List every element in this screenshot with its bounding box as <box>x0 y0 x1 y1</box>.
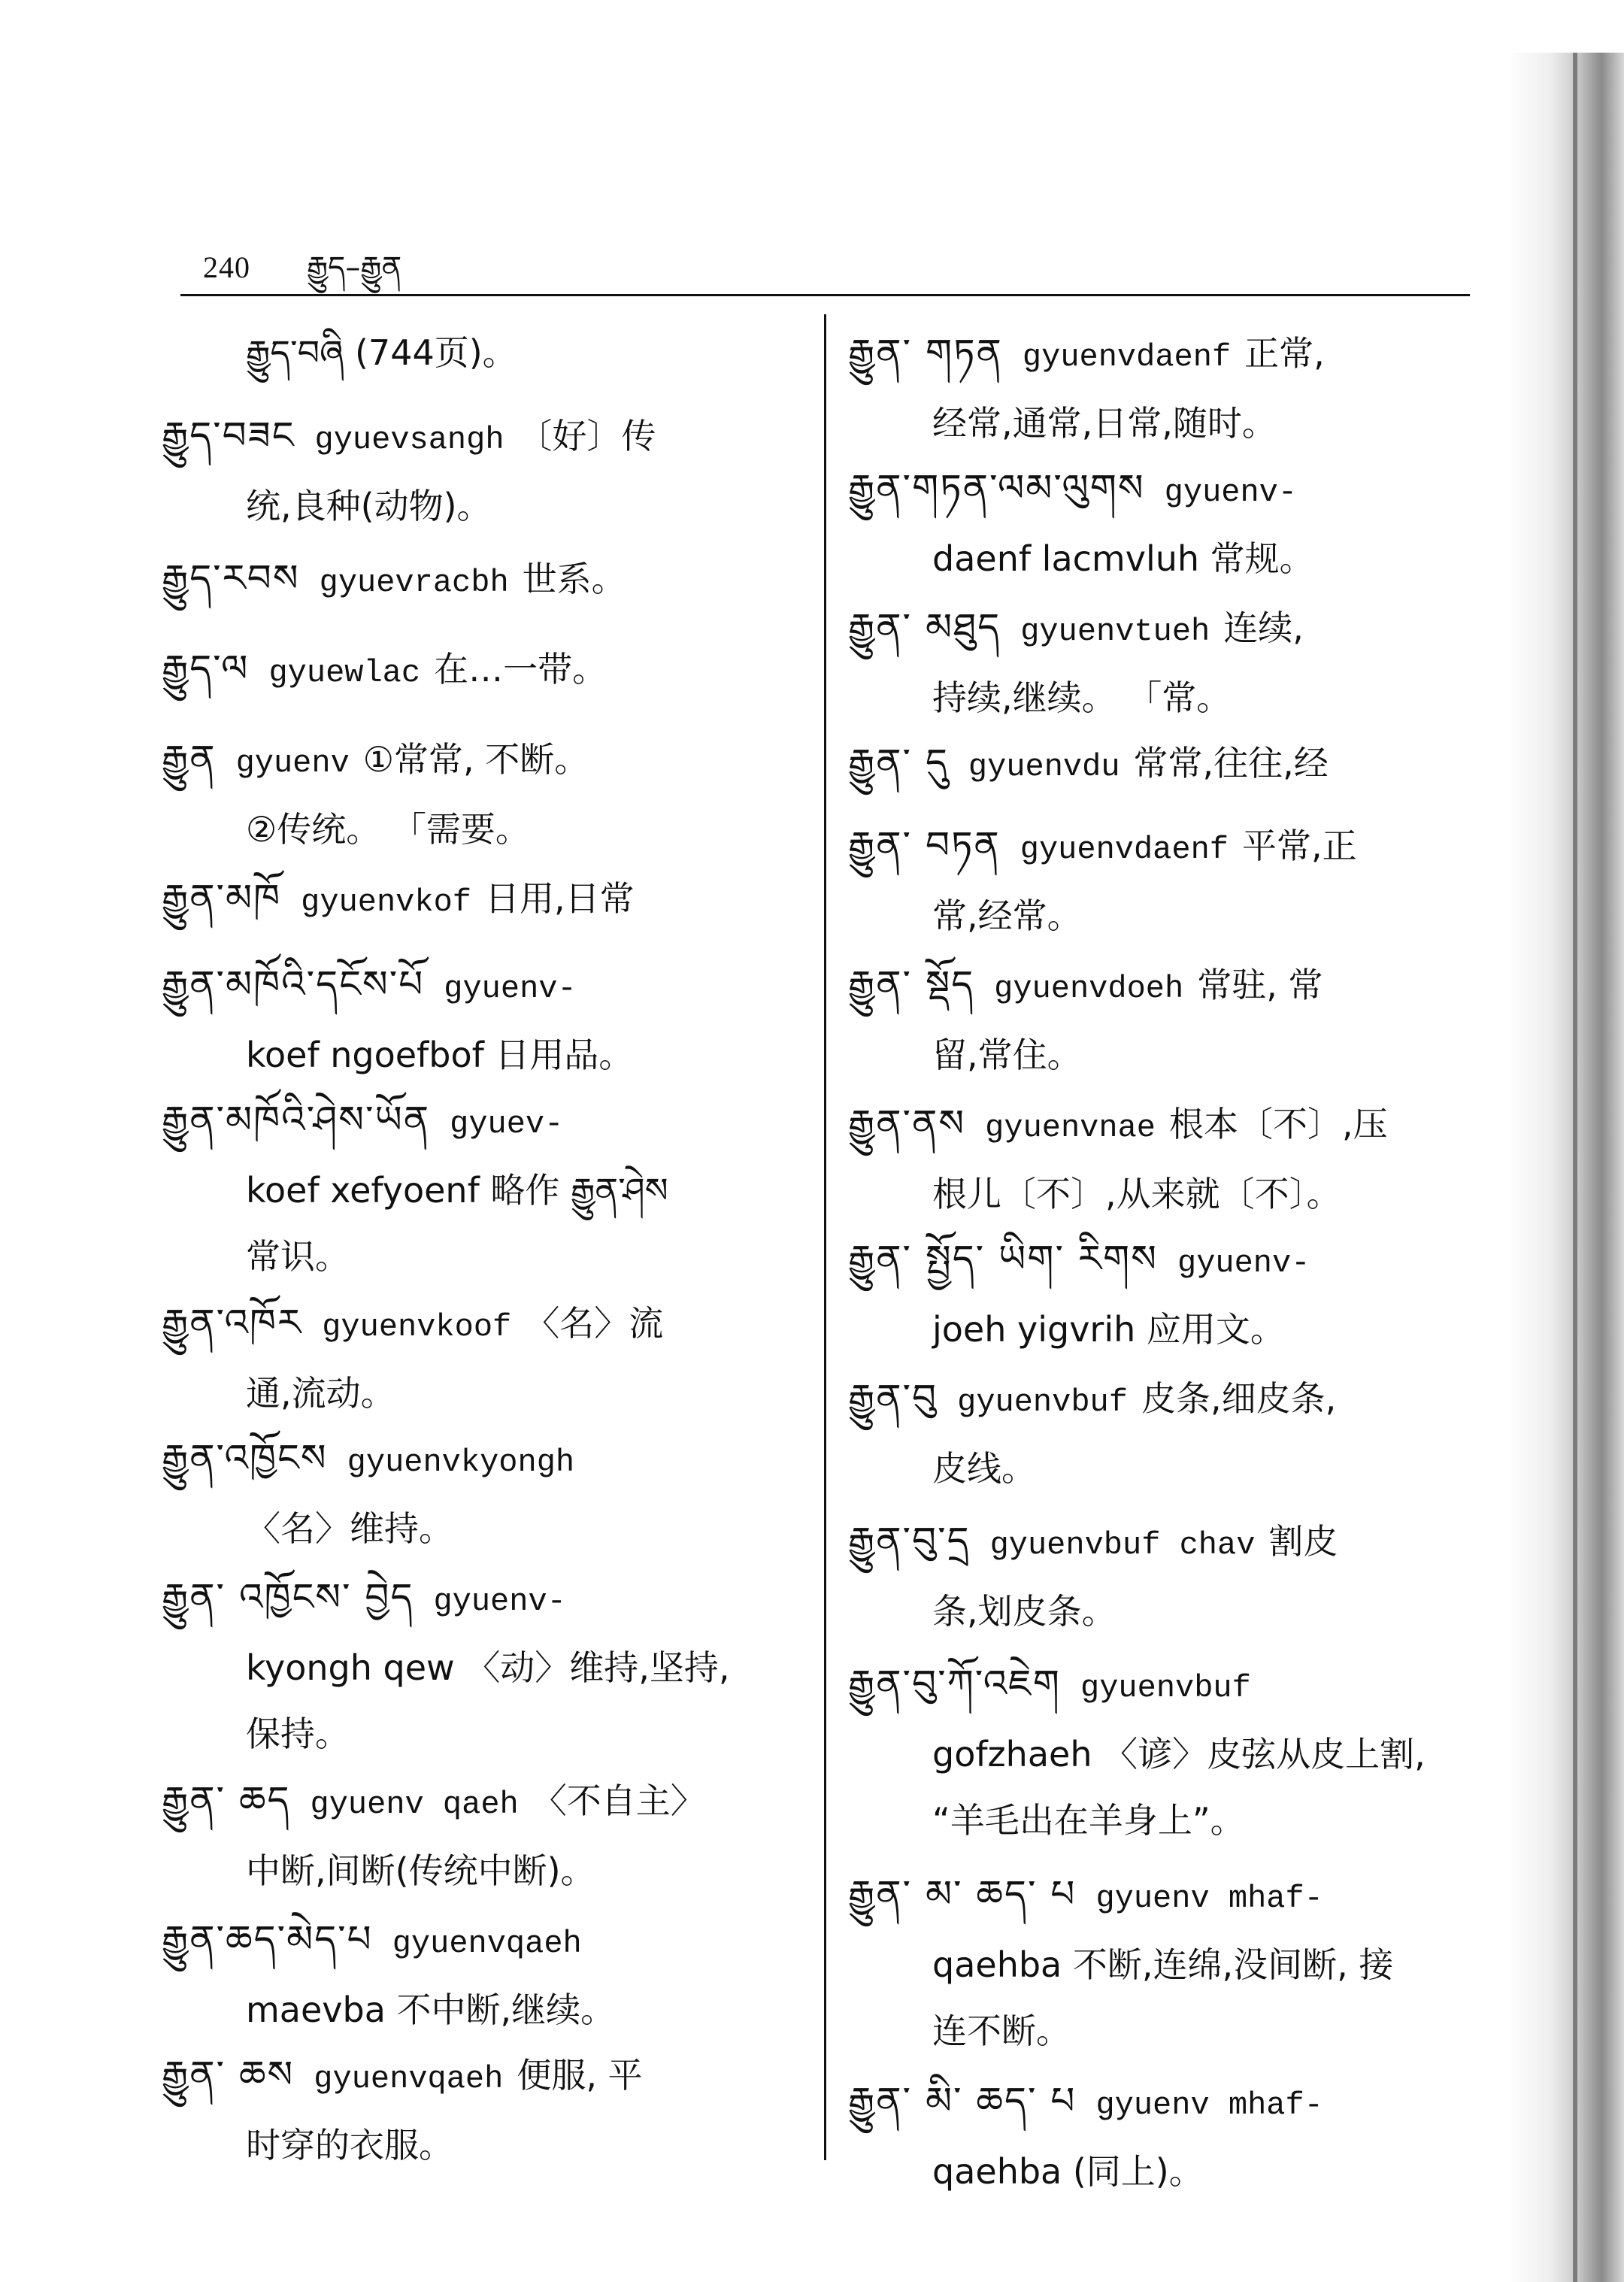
entry-romanization: gyuevsangh <box>314 422 504 458</box>
dictionary-entry <box>162 1086 804 1289</box>
entry-continuation: kyongh qew 〈动〉维持,坚持, <box>246 1647 730 1688</box>
entry-definition: 根本〔不〕,压 <box>1169 1104 1388 1144</box>
dictionary-entry <box>848 1861 1480 2064</box>
dictionary-entry <box>162 865 804 935</box>
entry-continuation: daenf lacmvluh 常规。 <box>932 538 1314 579</box>
entry-headword: རྒྱུན་ ཆས <box>162 2053 295 2096</box>
entry-romanization: gyuenv mhaf- <box>1095 1880 1323 1917</box>
dictionary-entry <box>162 2041 804 2178</box>
entry-continuation: qaehba (同上)。 <box>932 2151 1204 2192</box>
entry-romanization: gyuenv- <box>433 1583 566 1620</box>
dictionary-entry <box>162 545 804 616</box>
entry-romanization: gyuenvqaeh <box>314 2061 504 2097</box>
dictionary-entry <box>848 2068 1480 2205</box>
entry-headword: རྒྱུན་བུ་ཀོ་འཇེག <box>848 1662 1061 1705</box>
entry-headword: རྒྱུད་རབས <box>162 556 300 600</box>
entry-continuation: 皮线。 <box>932 1448 1036 1489</box>
entry-headword: རྒྱུན་ མ་ ཆད་ པ <box>848 1872 1077 1916</box>
dictionary-entry <box>162 1767 804 1904</box>
entry-continuation: 连不断。 <box>932 2011 1071 2051</box>
dictionary-entry <box>848 455 1480 592</box>
entry-romanization: gyuenv <box>235 745 350 781</box>
entry-headword: རྒྱུན་ དུ <box>848 741 949 784</box>
dictionary-entry <box>162 951 804 1088</box>
entry-definition: 常常,往往,经 <box>1133 743 1329 783</box>
column-divider <box>824 314 826 2160</box>
running-head: རྒྱུད–རྒྱུན <box>307 250 402 285</box>
entry-romanization: gyuenvtueh <box>1020 614 1210 650</box>
entry-definition: 世系。 <box>522 559 626 599</box>
entry-headword: རྒྱུན་གཏན་ལམ་ལུགས <box>848 466 1145 510</box>
entry-definition: 常驻, 常 <box>1197 965 1323 1005</box>
dictionary-entry <box>848 1650 1480 1853</box>
dictionary-entry <box>848 729 1480 800</box>
dictionary-entry <box>162 1289 804 1426</box>
entry-continuation: 常识。 <box>246 1236 350 1277</box>
scan-shadow-edge <box>1511 53 1624 2282</box>
entry-headword: རྒྱུན་ བཏན <box>848 823 1001 867</box>
entry-romanization: gyuenvbuf chav <box>989 1527 1256 1563</box>
dictionary-entry <box>848 812 1480 949</box>
entry-definition: 皮条,细皮条, <box>1141 1378 1337 1419</box>
dictionary-entry <box>848 951 1480 1088</box>
entry-romanization: gyuevracbh <box>319 565 509 601</box>
page-header <box>203 233 401 293</box>
dictionary-entry <box>848 1226 1480 1362</box>
dictionary-entry <box>162 1425 804 1562</box>
dictionary-entry <box>162 726 804 862</box>
entry-continuation: 持续,继续。 「常。 <box>932 677 1232 718</box>
entry-continuation: maevba 不中断,继续。 <box>246 1990 616 2030</box>
entry-continuation: 通,流动。 <box>246 1373 395 1414</box>
entry-definition: ①常常, 不断。 <box>362 739 589 780</box>
scan-binding-line <box>1573 53 1577 2282</box>
entry-continuation: 保持。 <box>246 1714 350 1754</box>
entry-continuation: gofzhaeh 〈谚〉皮弦从皮上割, <box>932 1734 1426 1774</box>
entry-romanization: gyuenv- <box>444 971 577 1007</box>
entry-continuation: koef xefyoenf 略作 རྒྱུན་ཤེས <box>246 1170 668 1211</box>
entry-definition: 日用,日常 <box>485 878 635 919</box>
entry-headword: རྒྱུན་འཁྱོངས <box>162 1436 328 1480</box>
entry-romanization: gyuenvkoof <box>322 1309 512 1345</box>
entry-romanization: gyuev- <box>450 1106 564 1142</box>
entry-headword: རྒྱུན་ ཆད <box>162 1778 291 1822</box>
dictionary-entry <box>162 1906 804 2043</box>
entry-romanization: gyuenvdaenf <box>1022 339 1232 375</box>
entry-headword: རྒྱུན་ སྡོད <box>848 962 975 1006</box>
page-number: 240 <box>203 250 250 284</box>
dictionary-entry <box>848 320 1480 456</box>
entry-continuation: qaehba 不断,连绵,没间断, 接 <box>932 1944 1394 1985</box>
entry-continuation: 常,经常。 <box>932 896 1082 936</box>
entry-headword: རྒྱུན་ མཐུད <box>848 605 1001 649</box>
entry-headword: རྒྱུད་བཟང <box>162 414 295 457</box>
entry-romanization: gyuenvdu <box>968 749 1120 785</box>
entry-continuation: 〈名〉维持。 <box>246 1508 453 1549</box>
entry-continuation: joeh yigvrih 应用文。 <box>932 1309 1285 1350</box>
entry-definition: 便服, 平 <box>517 2055 643 2096</box>
entry-headword: རྒྱུན་ཆད་མེད་པ <box>162 1917 373 1961</box>
entry-definition: 〈不自主〉 <box>532 1780 705 1821</box>
dictionary-entry <box>848 1090 1480 1227</box>
entry-definition: 〈名〉流 <box>525 1303 664 1344</box>
entry-continuation: 统,良种(动物)。 <box>246 486 492 526</box>
entry-continuation: “羊毛出在羊身上”。 <box>932 1800 1245 1841</box>
entry-romanization: gyuenvnae <box>985 1110 1156 1146</box>
entry-continuation: 条,划皮条。 <box>932 1591 1116 1632</box>
entry-romanization: gyuenvdaenf <box>1020 832 1229 868</box>
entry-headword: རྒྱུན་ གཏན <box>848 331 1003 374</box>
entry-continuation: 根儿〔不〕,从来就〔不〕。 <box>932 1174 1341 1214</box>
entry-headword: རྒྱུན་འཁོར <box>162 1301 303 1344</box>
entry-continuation: koef ngoefbof 日用品。 <box>246 1035 634 1075</box>
entry-romanization: gyuenv qaeh <box>310 1787 519 1823</box>
dictionary-entry <box>162 1564 804 1767</box>
dictionary-entry <box>848 594 1480 731</box>
entry-definition: 割皮 <box>1268 1521 1338 1562</box>
entry-definition: 平常,正 <box>1242 826 1357 866</box>
entry-romanization: gyuenvkyongh <box>347 1444 575 1480</box>
entry-headword: རྒྱུན་ འཁྱོངས་ བྱེད <box>162 1575 414 1619</box>
entry-definition: 在…一带。 <box>434 649 607 689</box>
entry-romanization: gyuenvkof <box>301 884 471 920</box>
entry-continuation: 时穿的衣服。 <box>246 2125 453 2165</box>
dictionary-entry <box>162 320 804 386</box>
dictionary-entry <box>848 1508 1480 1644</box>
entry-continuation: 留,常住。 <box>932 1035 1082 1075</box>
entry-headword: རྒྱུན་ནས <box>848 1102 966 1145</box>
entry-romanization: gyuenv- <box>1164 474 1298 511</box>
entry-definition: 正常, <box>1244 333 1325 374</box>
entry-continuation: 中断,间断(传统中断)。 <box>246 1850 595 1891</box>
entry-headword: རྒྱུན་མཁོའི་དངོས་པོ <box>162 962 425 1006</box>
entry-continuation: ②传统。 「需要。 <box>246 809 530 850</box>
entry-headword: རྒྱུན་བུ་དྲ <box>848 1519 971 1562</box>
header-rule <box>180 294 1470 296</box>
entry-headword: རྒྱུད་ལ <box>162 647 250 690</box>
entry-romanization: gyuenv mhaf- <box>1095 2087 1323 2123</box>
entry-continuation: 经常,通常,日常,随时。 <box>932 403 1277 444</box>
entry-definition: 〔好〕传 <box>517 416 656 456</box>
entry-romanization: gyuewlac <box>268 655 421 691</box>
entry-definition: 连续, <box>1223 608 1304 648</box>
entry-headword: རྒྱུན <box>162 737 217 780</box>
entry-headword: རྒྱུན་མཁོའི་ཤེས་ཡོན <box>162 1098 431 1141</box>
entry-romanization: gyuenvdoeh <box>994 971 1184 1007</box>
dictionary-entry <box>162 402 804 539</box>
entry-romanization: gyuenvqaeh <box>392 1926 582 1962</box>
entry-headword: རྒྱུན་ མི་ ཆད་ པ <box>848 2079 1077 2123</box>
dictionary-entry <box>848 1365 1480 1502</box>
entry-headword: རྒྱུན་མཁོ <box>162 876 282 920</box>
dictionary-entry <box>162 635 804 706</box>
entry-continuation: རྒྱུད་བཞི (744页)。 <box>246 332 517 373</box>
entry-romanization: gyuenvbuf <box>957 1384 1128 1420</box>
entry-headword: རྒྱུན་ སྤྱོད་ ཡིག་ རིགས <box>848 1237 1158 1280</box>
entry-headword: རྒྱུན་བུ <box>848 1376 938 1420</box>
entry-romanization: gyuenv- <box>1177 1245 1310 1281</box>
entry-romanization: gyuenvbuf <box>1080 1670 1251 1706</box>
